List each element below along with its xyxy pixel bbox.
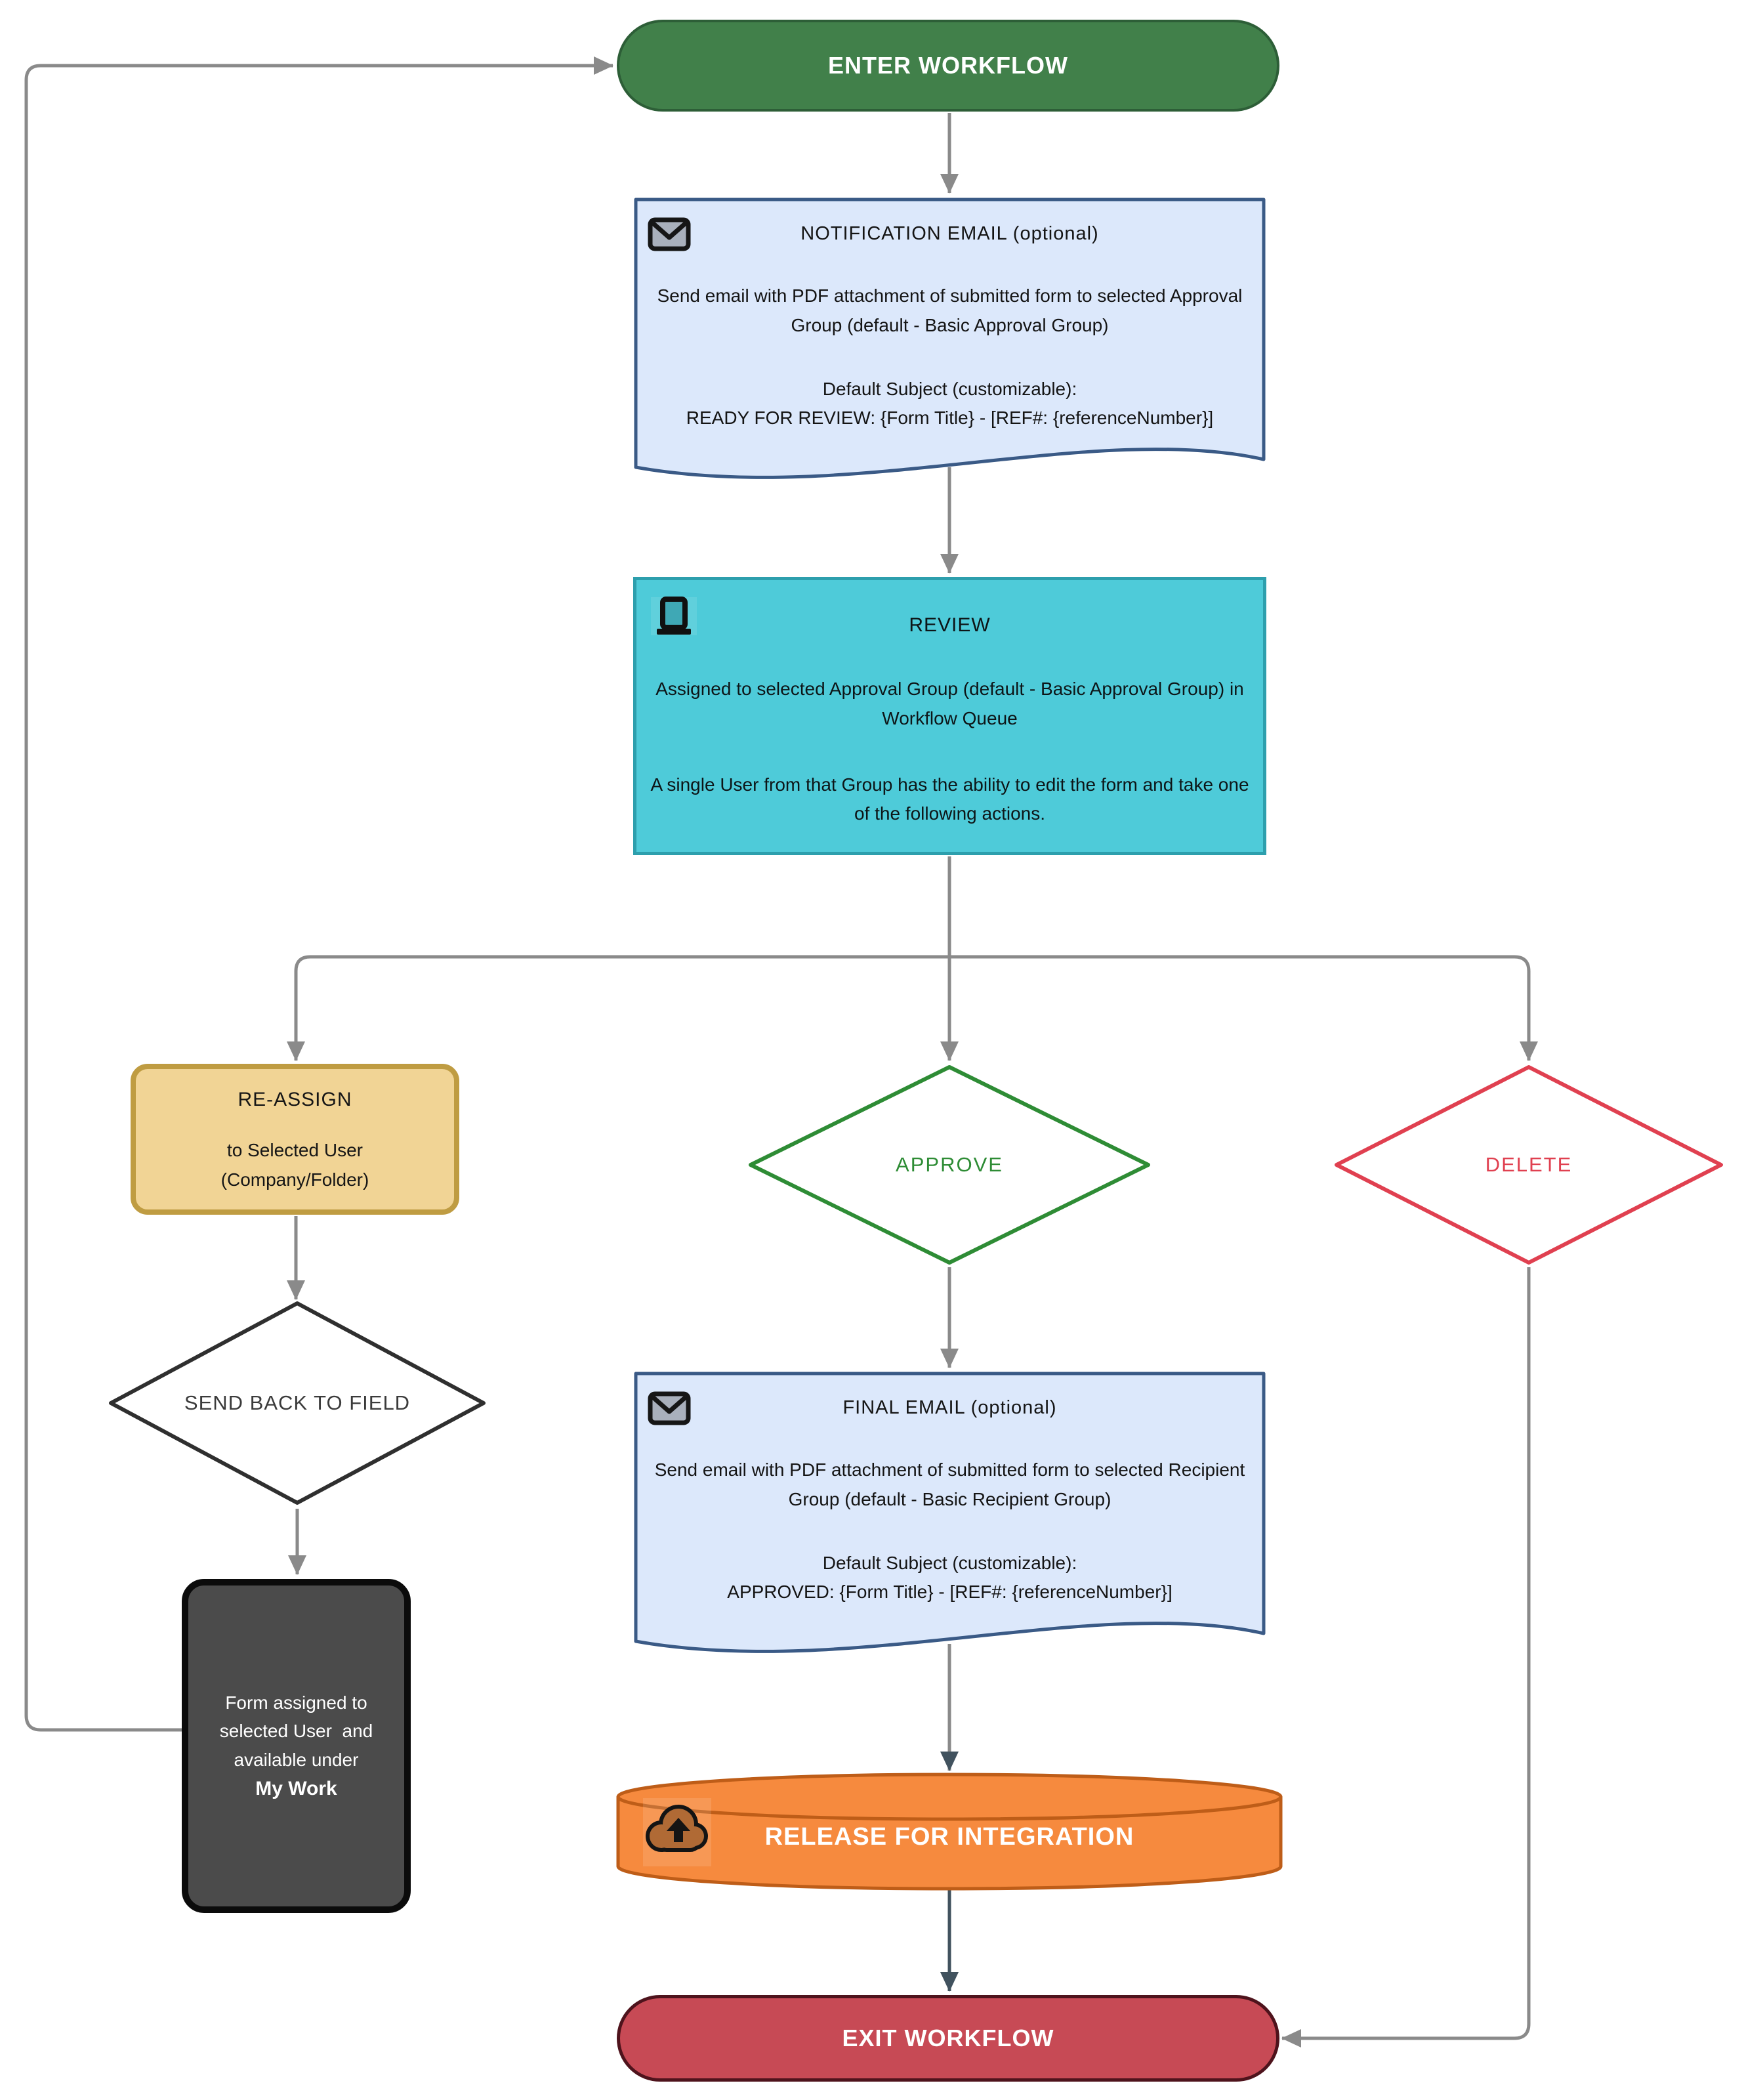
final-email-subject-label: Default Subject (customizable): [822, 1552, 1077, 1573]
node-review [633, 577, 1266, 855]
enter-workflow-label: ENTER WORKFLOW [828, 52, 1068, 79]
connector-review-to-reassign [296, 957, 949, 1060]
node-enter-workflow [617, 20, 1279, 112]
connector-delete-to-exit [1282, 1267, 1529, 2038]
connector-review-to-delete [949, 957, 1529, 1060]
node-approve [747, 1064, 1152, 1266]
final-email-body: Send email with PDF attachment of submitted form to selected Recipient Group (default - Basic Recipient Group) [654, 1460, 1245, 1509]
node-final-email [633, 1371, 1266, 1670]
send-back-label: SEND BACK TO FIELD [184, 1391, 411, 1414]
review-title: REVIEW [909, 614, 991, 636]
node-notification-email [633, 197, 1266, 495]
reassign-title: RE-ASSIGN [238, 1089, 352, 1110]
laptop-icon [651, 597, 697, 635]
final-email-subject-value: APPROVED: {Form Title} - [REF#: {referenceNumber}] [727, 1582, 1173, 1603]
assigned-note-line3: available under [234, 1749, 359, 1770]
node-exit-workflow [617, 1995, 1279, 2082]
review-body2: A single User from that Group has the ability to edit the form and take one of the following actions. [650, 774, 1249, 824]
reassign-line1: to Selected User [226, 1140, 363, 1160]
review-body1: Assigned to selected Approval Group (default - Basic Approval Group) in Workflow Queue [655, 679, 1244, 728]
final-email-title: FINAL EMAIL (optional) [842, 1397, 1057, 1418]
delete-label: DELETE [1485, 1153, 1573, 1176]
notification-email-subject-label: Default Subject (customizable): [822, 378, 1077, 399]
approve-label: APPROVE [896, 1153, 1003, 1176]
node-reassign [131, 1064, 459, 1215]
node-delete [1333, 1064, 1724, 1266]
reassign-line2: (Company/Folder) [220, 1169, 369, 1190]
assigned-note-emphasis: My Work [255, 1778, 337, 1800]
notification-email-body: Send email with PDF attachment of submitted form to selected Approval Group (default - Basic Approval Group) [657, 285, 1243, 335]
release-label: RELEASE FOR INTEGRATION [764, 1823, 1134, 1851]
notification-email-title: NOTIFICATION EMAIL (optional) [800, 223, 1099, 244]
notification-email-subject-value: READY FOR REVIEW: {Form Title} - [REF#: {referenceNumber}] [686, 408, 1214, 429]
node-assigned-note [182, 1579, 411, 1913]
exit-workflow-label: EXIT WORKFLOW [842, 2025, 1054, 2051]
node-send-back-to-field [108, 1300, 487, 1506]
assigned-note-line1: Form assigned to [225, 1692, 367, 1713]
assigned-note-line2: selected User and [219, 1721, 373, 1742]
node-release-for-integration [615, 1771, 1283, 1893]
